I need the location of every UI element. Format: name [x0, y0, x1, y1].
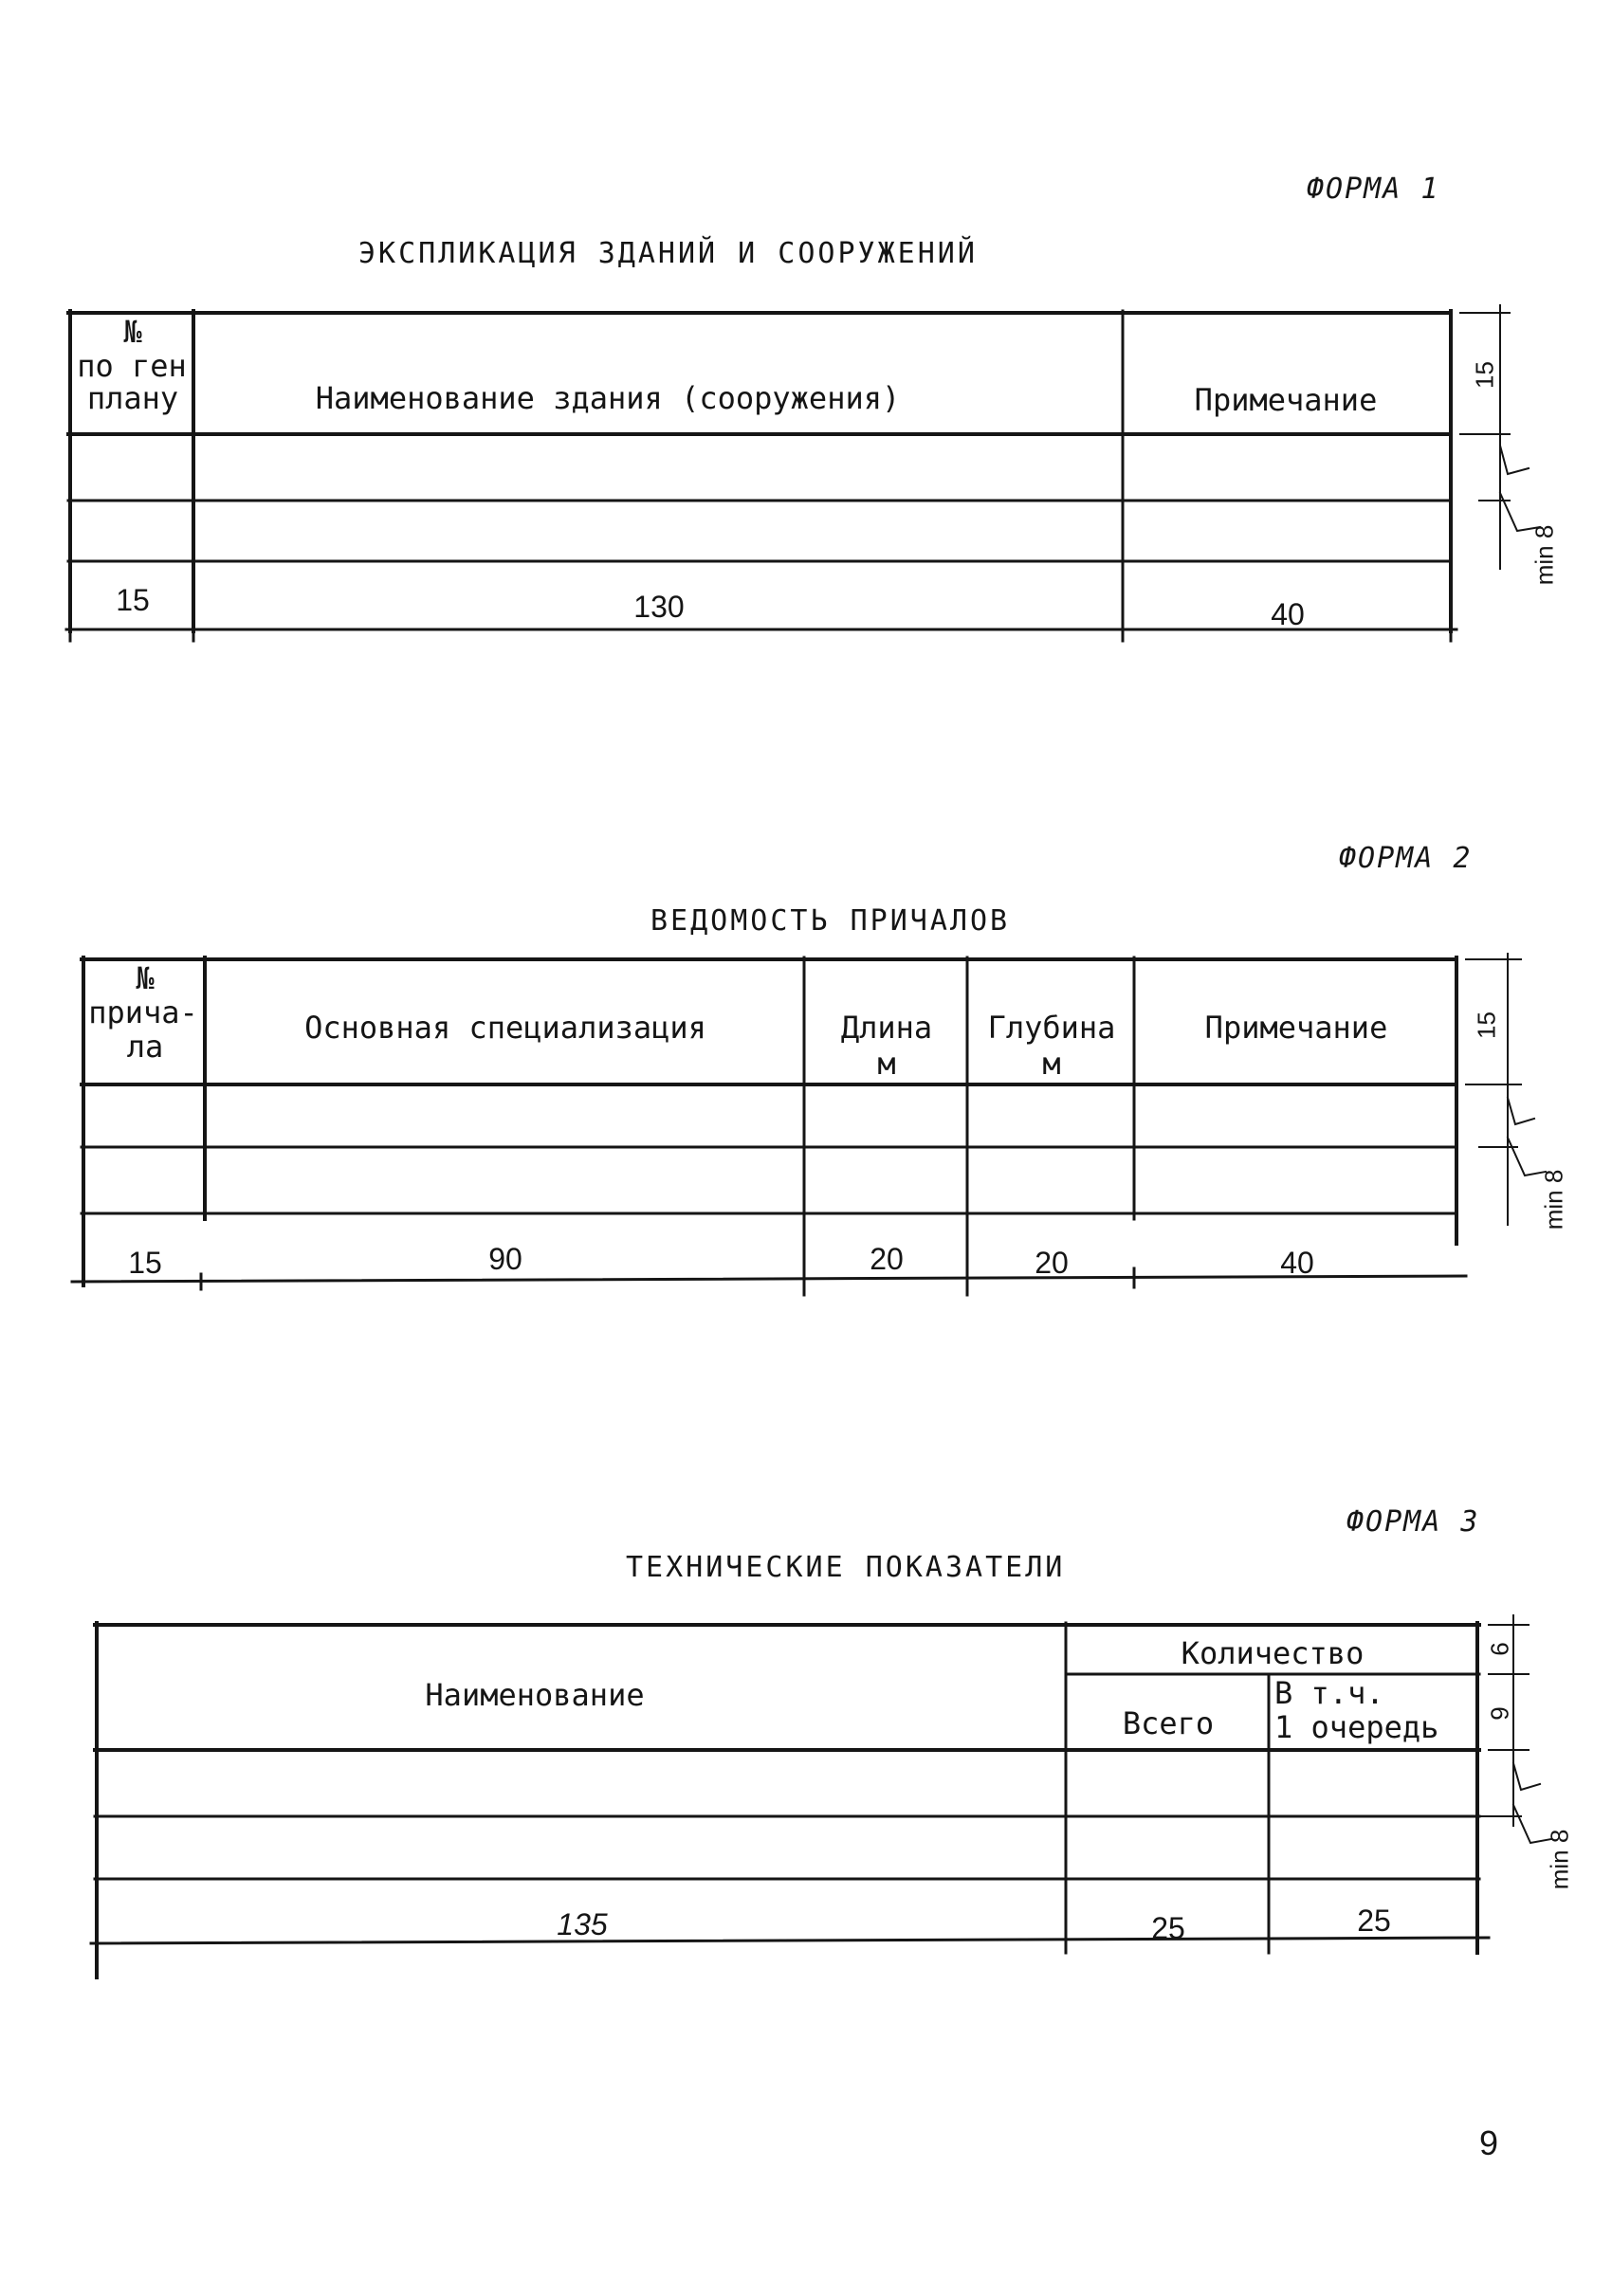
form1-header-note: Примечание	[1194, 382, 1378, 418]
form3-header-total: Всего	[1122, 1705, 1215, 1741]
form2-title: ВЕДОМОСТЬ ПРИЧАЛОВ	[650, 904, 1011, 938]
form1-header-number-line2: по ген	[77, 348, 187, 384]
form2-header-depth-line2: м	[1042, 1046, 1061, 1082]
form3-header-name: Наименование	[425, 1677, 645, 1713]
form2-header-note: Примечание	[1204, 1010, 1388, 1046]
form2-header-specialization: Основная специализация	[304, 1010, 706, 1046]
form3-sub-row-height: 9	[1485, 1706, 1514, 1721]
form3-min-row-height: min 8	[1545, 1829, 1574, 1890]
form2-min-row-height: min 8	[1539, 1169, 1568, 1230]
form2-header-length-line2: м	[877, 1046, 896, 1082]
form3-header-first-stage-line1: В т.ч.	[1274, 1675, 1384, 1711]
form1-min-row-height: min 8	[1530, 524, 1559, 586]
form1-header-number-line1: №	[123, 314, 142, 350]
form2-width-col4: 20	[1035, 1246, 1069, 1280]
form3-width-col3: 25	[1357, 1904, 1391, 1938]
form2-header-number-line2: прича-	[88, 994, 198, 1030]
form1-width-col1: 15	[116, 583, 150, 617]
form3-group-row-height: 6	[1485, 1642, 1514, 1656]
form1-header-number-line3: плану	[86, 380, 179, 416]
form2-header-height: 15	[1472, 1011, 1501, 1039]
form2-header-depth-line1: Глубина	[987, 1010, 1116, 1046]
form2-header-length-line1: Длина	[840, 1010, 933, 1046]
form1-header-name: Наименование здания (сооружения)	[315, 380, 901, 416]
form1-label: ФОРМА 1	[1307, 173, 1440, 206]
form3-header-quantity: Количество	[1181, 1635, 1365, 1671]
form2-width-col3: 20	[870, 1242, 904, 1276]
form2-label: ФОРМА 2	[1339, 842, 1473, 875]
page-number: 9	[1479, 2123, 1499, 2162]
form2-width-col5: 40	[1280, 1246, 1314, 1280]
form3-width-col1: 135	[557, 1907, 608, 1941]
form3-title: ТЕХНИЧЕСКИЕ ПОКАЗАТЕЛИ	[626, 1551, 1066, 1584]
form3-header-first-stage-line2: 1 очередь	[1274, 1709, 1439, 1745]
form1-width-col3: 40	[1271, 597, 1305, 631]
form1-header-height: 15	[1470, 361, 1499, 389]
form2-header-number-line3: ла	[126, 1029, 164, 1065]
form3-label: ФОРМА 3	[1346, 1505, 1480, 1539]
form2-width-col1: 15	[128, 1246, 162, 1280]
form3-width-col2: 25	[1151, 1911, 1185, 1945]
form1-title: ЭКСПЛИКАЦИЯ ЗДАНИЙ И СООРУЖЕНИЙ	[358, 237, 978, 270]
form2-header-number-line1: №	[136, 960, 155, 996]
form2-width-col2: 90	[488, 1242, 522, 1276]
form1-width-col2: 130	[633, 590, 685, 624]
